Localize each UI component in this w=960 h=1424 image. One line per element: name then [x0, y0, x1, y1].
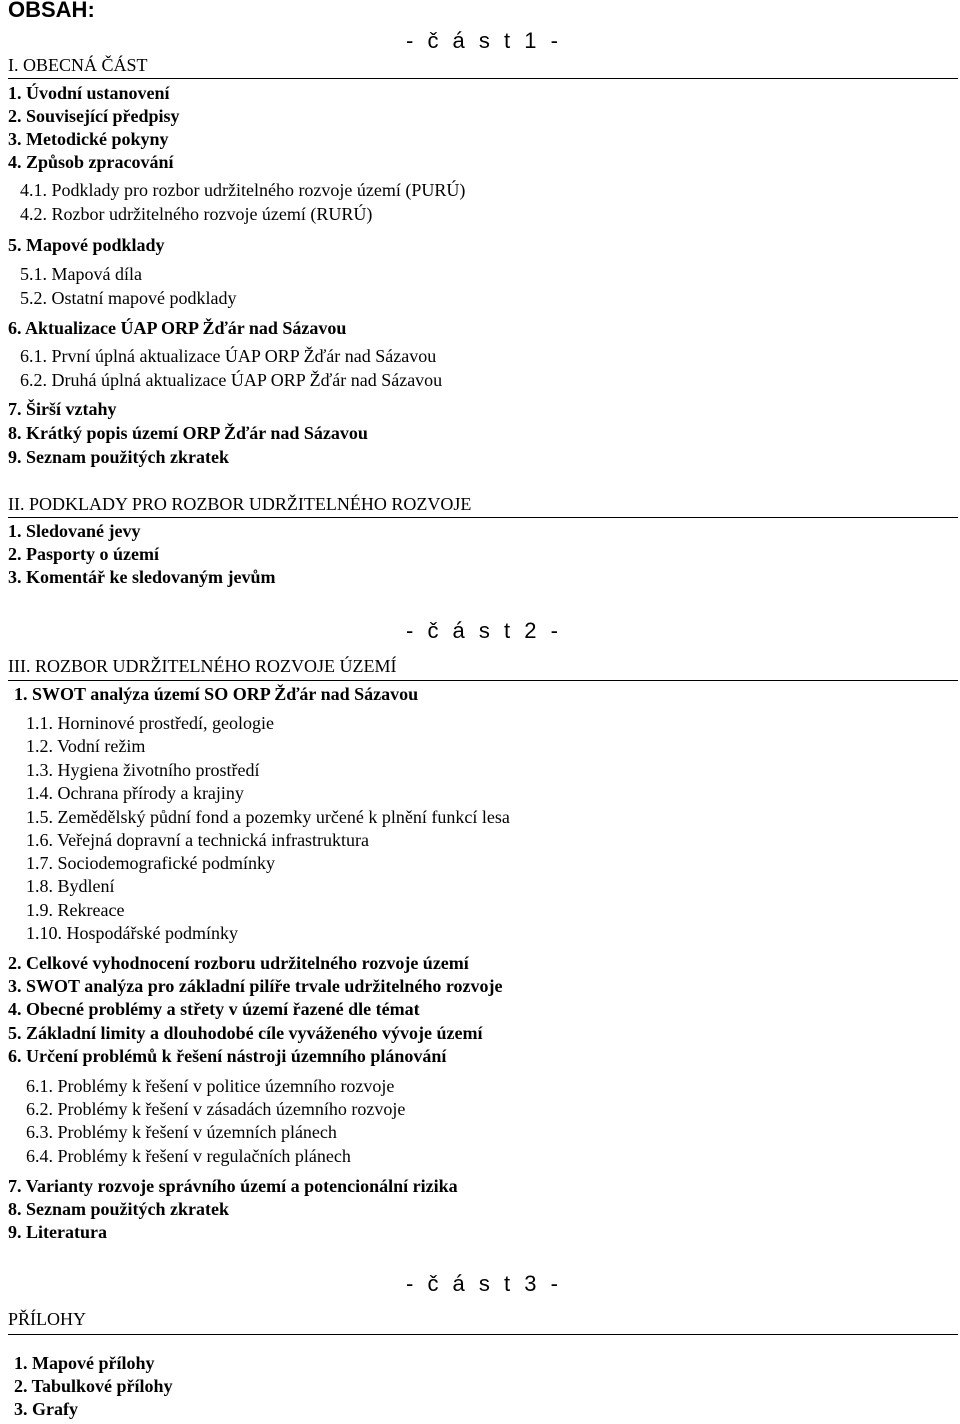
- toc-subentry: 5.1. Mapová díla: [20, 264, 142, 284]
- toc-subentry: 1.9. Rekreace: [26, 900, 125, 920]
- toc-entry: 4. Způsob zpracování: [8, 152, 174, 172]
- toc-subentry: 1.7. Sociodemografické podmínky: [26, 853, 275, 873]
- toc-subentry: 6.2. Problémy k řešení v zásadách územního rozvoje: [26, 1099, 406, 1119]
- section-divider: [8, 517, 958, 518]
- toc-subentry: 1.3. Hygiena životního prostředí: [26, 760, 260, 780]
- section-heading-i: I. OBECNÁ ČÁST: [8, 55, 148, 75]
- section-divider: [8, 78, 958, 79]
- section-heading-ii: II. PODKLADY PRO ROZBOR UDRŽITELNÉHO ROZVOJE: [8, 494, 472, 514]
- toc-entry: 3. Komentář ke sledovaným jevům: [8, 567, 276, 587]
- toc-subentry: 1.8. Bydlení: [26, 876, 115, 896]
- toc-entry: 2. Pasporty o území: [8, 544, 159, 564]
- toc-entry: 3. Grafy: [14, 1399, 78, 1419]
- toc-subentry: 6.3. Problémy k řešení v územních plánech: [26, 1122, 337, 1142]
- toc-subentry: 5.2. Ostatní mapové podklady: [20, 288, 237, 308]
- part-2-label: - č á s t 2 -: [406, 618, 562, 643]
- toc-subentry: 1.1. Horninové prostředí, geologie: [26, 713, 274, 733]
- toc-subentry: 6.2. Druhá úplná aktualizace ÚAP ORP Žďár nad Sázavou: [20, 370, 443, 390]
- toc-entry: 3. Metodické pokyny: [8, 129, 169, 149]
- toc-entry: 9. Literatura: [8, 1222, 107, 1242]
- toc-entry: 7. Varianty rozvoje správního území a potencionální rizika: [8, 1176, 458, 1196]
- toc-entry: 1. Úvodní ustanovení: [8, 83, 170, 103]
- section-divider: [8, 1334, 958, 1335]
- toc-subentry: 6.4. Problémy k řešení v regulačních plánech: [26, 1146, 351, 1166]
- toc-entry: 3. SWOT analýza pro základní pilíře trvale udržitelného rozvoje: [8, 976, 503, 996]
- toc-subentry: 4.2. Rozbor udržitelného rozvoje území (RURÚ): [20, 204, 373, 224]
- toc-subentry: 1.5. Zemědělský půdní fond a pozemky určené k plnění funkcí lesa: [26, 807, 510, 827]
- toc-subentry: 1.6. Veřejná dopravní a technická infrastruktura: [26, 830, 370, 850]
- toc-entry: 6. Aktualizace ÚAP ORP Žďár nad Sázavou: [8, 318, 347, 338]
- toc-entry: 8. Krátký popis území ORP Žďár nad Sázavou: [8, 423, 368, 443]
- part-3-label: - č á s t 3 -: [406, 1271, 562, 1296]
- toc-subentry: 1.4. Ochrana přírody a krajiny: [26, 783, 244, 803]
- toc-entry: 5. Mapové podklady: [8, 235, 165, 255]
- section-heading-iii: III. ROZBOR UDRŽITELNÉHO ROZVOJE ÚZEMÍ: [8, 656, 397, 676]
- toc-entry: 1. Mapové přílohy: [14, 1353, 155, 1373]
- toc-entry: 9. Seznam použitých zkratek: [8, 447, 229, 467]
- toc-entry: 1. SWOT analýza území SO ORP Žďár nad Sázavou: [14, 684, 419, 704]
- toc-entry: 7. Širší vztahy: [8, 399, 117, 419]
- toc-subentry: 6.1. První úplná aktualizace ÚAP ORP Žďár nad Sázavou: [20, 346, 437, 366]
- toc-entry: 4. Obecné problémy a střety v území řazené dle témat: [8, 999, 420, 1019]
- page-title: OBSAH:: [8, 0, 95, 22]
- section-divider: [8, 680, 958, 681]
- toc-entry: 1. Sledované jevy: [8, 521, 141, 541]
- toc-subentry: 6.1. Problémy k řešení v politice územního rozvoje: [26, 1076, 395, 1096]
- toc-entry: 2. Celkové vyhodnocení rozboru udržitelného rozvoje území: [8, 953, 469, 973]
- toc-subentry: 1.2. Vodní režim: [26, 736, 146, 756]
- toc-entry: 5. Základní limity a dlouhodobé cíle vyváženého vývoje území: [8, 1023, 483, 1043]
- toc-entry: 2. Tabulkové přílohy: [14, 1376, 173, 1396]
- toc-entry: 8. Seznam použitých zkratek: [8, 1199, 229, 1219]
- section-heading-prilohy: PŘÍLOHY: [8, 1309, 87, 1329]
- part-1-label: - č á s t 1 -: [406, 28, 562, 53]
- toc-entry: 6. Určení problémů k řešení nástroji územního plánování: [8, 1046, 447, 1066]
- toc-subentry: 4.1. Podklady pro rozbor udržitelného rozvoje území (PURÚ): [20, 180, 466, 200]
- toc-entry: 2. Související předpisy: [8, 106, 180, 126]
- toc-subentry: 1.10. Hospodářské podmínky: [26, 923, 238, 943]
